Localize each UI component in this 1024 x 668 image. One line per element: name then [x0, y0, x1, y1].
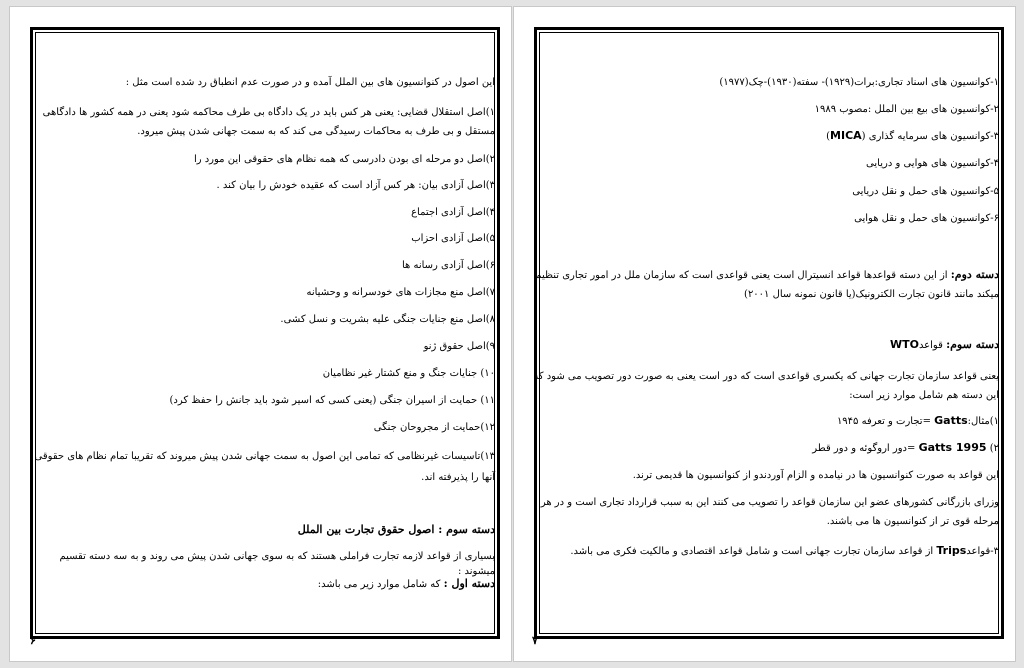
- text-line: بسیاری از قواعد لازمه تجارت فراملی هستند که به سوی جهانی شدن پیش می روند و به سه دسته تقسیم میشوند :: [59, 551, 495, 577]
- page-number: ۷: [532, 634, 538, 647]
- group-text: که شامل موارد زیر می باشد:: [317, 579, 444, 590]
- text-line: [26, 576, 495, 592]
- text-fragment: از قواعد سازمان تجارت جهانی است و شامل قواعد اقتصادی و مالکیت فکری می باشد.: [570, 546, 937, 557]
- latin-term: Gatts: [934, 414, 968, 427]
- text-line: ۴-کوانسیون های هوایی و دریایی: [866, 158, 999, 169]
- text-line: ۷)اصل منع مجازات های خودسرانه و وحشیانه: [306, 287, 495, 298]
- text-line: ۶-کوانسیون های حمل و نقل هوایی: [854, 213, 999, 224]
- text-line: یعنی قواعد سازمان تجارت جهانی که یکسری قواعدی است که دور است یعنی به صورت دور تصویب می شود که این دسته هم شامل موارد زیر است:: [533, 371, 999, 401]
- text-line: [530, 413, 999, 429]
- text-line: ۱)اصل استقلال قضایی: یعنی هر کس باید در یک دادگاه بی طرف محاکمه شود یعنی در همه کشور ها دادگاهی مستقل و بی طرف به محاکمات رسیدگی می کند که به سمت جهانی شدن پیش میرود.: [42, 107, 495, 137]
- text-line: ۳)اصل آزادی بیان: هر کس آزاد است که عقیده خودش را بیان کند .: [216, 180, 495, 191]
- page-number: ۶: [30, 634, 36, 647]
- text-line: این قواعد به صورت کنوانسیون ها در نیامده و الزام آوردندو از کنوانسیون ها قدیمی ترند.: [632, 470, 999, 481]
- text-fragment: =تجارت و تعرفه ۱۹۴۵: [836, 416, 935, 427]
- latin-term: WTO: [889, 338, 919, 351]
- text-fragment: ۲): [986, 443, 999, 454]
- text-line: وزرای بازرگانی کشورهای عضو این سازمان قواعد را تصویب می کنند این به سبب قرارداد تجاری است و در هر مرحله قوی تر از کنوانسیون ها می باشند.: [540, 497, 999, 527]
- text-line: ۱۰) جنایات جنگ و منع کشتار غیر نظامیان: [322, 368, 495, 379]
- text-fragment: ۱)مثال:: [967, 416, 999, 427]
- latin-term: Trips: [936, 544, 967, 557]
- text-line: ۱-کوانسیون های اسناد تجاری:برات(۱۹۲۹)- سفته(۱۹۳۰)-چک(۱۹۷۷): [719, 77, 999, 88]
- text-line: [530, 543, 999, 559]
- text-line: ۱۳)تاسیسات غیرنظامی که تمامی این اصول به سمت جهانی شدن پیش میروند که تقریبا تمام نظام های حقوقی آنها را پذیرفته اند.: [34, 451, 495, 483]
- text-line: [530, 265, 999, 304]
- text-fragment: =دور اروگوئه و دور قطر: [812, 443, 919, 454]
- text-line: [530, 128, 999, 144]
- group-text: از این دسته قواعدها قواعد انسیترال است یعنی قواعدی است که سازمان ملل در امور تجاری تنظیم میکند مانند قانون تجارت الکترونیک(یا قانون نمونه سال ۲۰۰۱): [535, 270, 999, 300]
- group-label: دسته سوم:: [946, 338, 999, 351]
- text-fragment: ۳-قواعد: [966, 546, 999, 557]
- text-line: این اصول در کنوانسیون های بین الملل آمده و در صورت عدم انطباق رد شده است مثل :: [125, 77, 495, 88]
- group-label: دسته اول :: [443, 577, 495, 590]
- text-line: ۵-کوانسیون های حمل و نقل دریایی: [852, 186, 999, 197]
- text-line: ۶)اصل آزادی رسانه ها: [401, 260, 495, 271]
- latin-term: MICA: [830, 129, 862, 142]
- group-label: دسته دوم:: [950, 268, 999, 281]
- page-7-content: [530, 35, 999, 637]
- text-line: ۵)اصل آزادی احزاب: [411, 233, 495, 244]
- text-line: ۱۱) حمایت از اسیران جنگی (یعنی کسی که اسیر شود باید جانش را حفظ کرد): [169, 395, 495, 406]
- text-line: ۴)اصل آزادی اجتماع: [411, 207, 495, 218]
- text-fragment: ): [826, 131, 831, 142]
- text-line: [530, 337, 999, 353]
- text-line: ۸)اصل منع جنایات جنگی علیه بشریت و نسل کشی.: [280, 314, 495, 325]
- text-fragment: ۳-کوانسیون های سرمایه گذاری (: [861, 131, 999, 142]
- text-line: ۲)اصل دو مرحله ای بودن دادرسی که همه نظام های حقوقی این مورد را: [193, 154, 495, 165]
- section-heading: دسته سوم : اصول حقوق تجارت بین الملل: [297, 523, 495, 536]
- document-page-7: [513, 6, 1016, 662]
- document-page-6: [9, 6, 512, 662]
- text-line: ۱۲)حمایت از مجروحان جنگی: [373, 422, 495, 433]
- latin-term: Gatts 1995: [918, 441, 987, 454]
- page-6-content: [26, 35, 495, 637]
- text-line: ۲-کوانسیون های بیع بین الملل :مصوب ۱۹۸۹: [814, 104, 999, 115]
- text-line: [530, 440, 999, 456]
- group-text: قواعد: [918, 340, 947, 351]
- text-line: ۹)اصل حقوق ژنو: [423, 341, 495, 352]
